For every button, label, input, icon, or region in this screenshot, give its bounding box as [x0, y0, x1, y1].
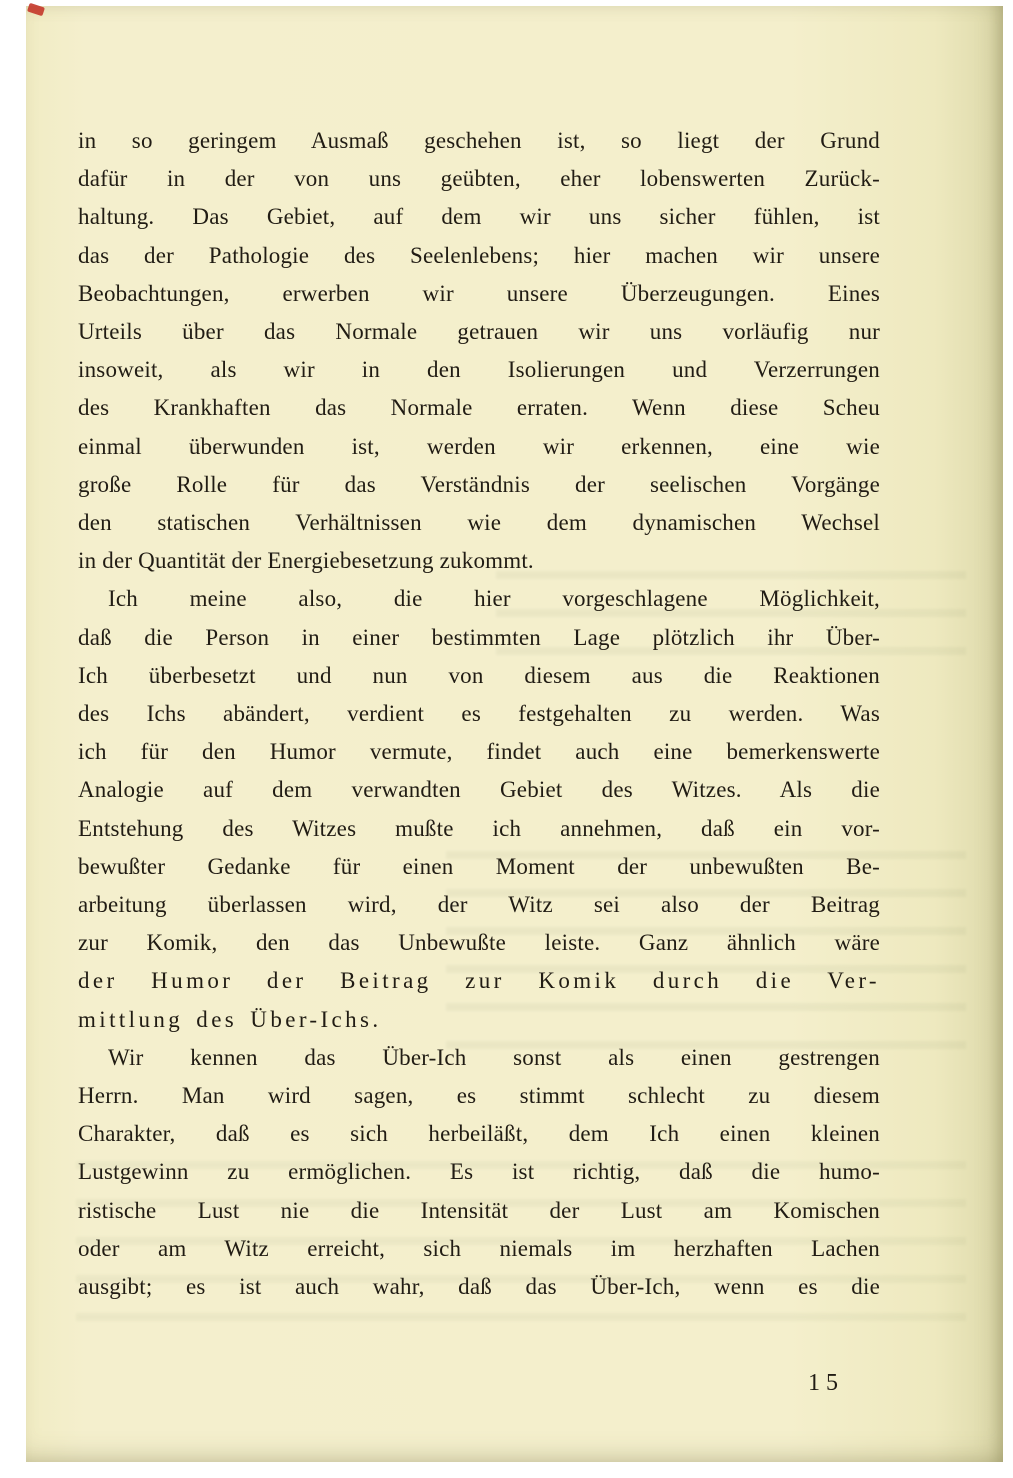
text-line: große Rolle für das Verständnis der seelischen Vorgänge [78, 471, 880, 497]
text-line: ristische Lust nie die Intensität der Lust am Komischen [78, 1197, 880, 1223]
text-line: Charakter, daß es sich herbeiläßt, dem Ich einen kleinen [78, 1121, 880, 1147]
text-line: Beobachtungen, erwerben wir unsere Überzeugungen. Eines [78, 280, 880, 306]
scan-artifact-red-mark [27, 3, 45, 17]
text-line: daß die Person in einer bestimmten Lage plötzlich ihr Über- [78, 624, 880, 650]
text-line: dafür in der von uns geübten, eher lobenswerten Zurück- [78, 166, 880, 192]
text-line: ausgibt; es ist auch wahr, daß das Über-Ich, wenn es die [78, 1274, 880, 1300]
text-line: insoweit, als wir in den Isolierungen und Verzerrungen [78, 357, 880, 383]
text-line: bewußter Gedanke für einen Moment der unbewußten Be- [78, 853, 880, 879]
text-line: das der Pathologie des Seelenlebens; hier machen wir unsere [78, 242, 880, 268]
book-page [26, 6, 1003, 1462]
text-line: Herrn. Man wird sagen, es stimmt schlecht zu diesem [78, 1083, 880, 1109]
text-line: in so geringem Ausmaß geschehen ist, so liegt der Grund [78, 128, 880, 153]
text-line: einmal überwunden ist, werden wir erkennen, eine wie [78, 433, 880, 459]
text-line: in der Quantität der Energiebesetzung zukommt. [78, 548, 534, 574]
page-number: 15 [808, 1370, 844, 1396]
text-line: mittlung des Über-Ichs. [78, 1006, 382, 1032]
text-line: der Humor der Beitrag zur Komik durch die Ver- [78, 968, 880, 994]
text-block [78, 122, 880, 1306]
text-line: Urteils über das Normale getrauen wir uns vorläufig nur [78, 319, 880, 345]
text-line: Entstehung des Witzes mußte ich annehmen, daß ein vor- [78, 815, 880, 841]
text-line: Wir kennen das Über-Ich sonst als einen gestrengen [108, 1044, 880, 1070]
text-line: Ich überbesetzt und nun von diesem aus die Reaktionen [78, 662, 880, 688]
text-line: Lustgewinn zu ermöglichen. Es ist richtig, daß die humo- [78, 1159, 880, 1185]
text-line: Ich meine also, die hier vorgeschlagene Möglichkeit, [108, 586, 880, 612]
text-line: Analogie auf dem verwandten Gebiet des Witzes. Als die [78, 777, 880, 803]
text-line: haltung. Das Gebiet, auf dem wir uns sicher fühlen, ist [78, 204, 880, 230]
text-line: ich für den Humor vermute, findet auch eine bemerkenswerte [78, 739, 880, 765]
text-line: des Krankhaften das Normale erraten. Wenn diese Scheu [78, 395, 880, 421]
text-line: oder am Witz erreicht, sich niemals im herzhaften Lachen [78, 1235, 880, 1261]
text-line: zur Komik, den das Unbewußte leiste. Ganz ähnlich wäre [78, 930, 880, 956]
text-line: den statischen Verhältnissen wie dem dynamischen Wechsel [78, 510, 880, 536]
text-line: arbeitung überlassen wird, der Witz sei also der Beitrag [78, 892, 880, 918]
text-line: des Ichs abändert, verdient es festgehalten zu werden. Was [78, 701, 880, 727]
